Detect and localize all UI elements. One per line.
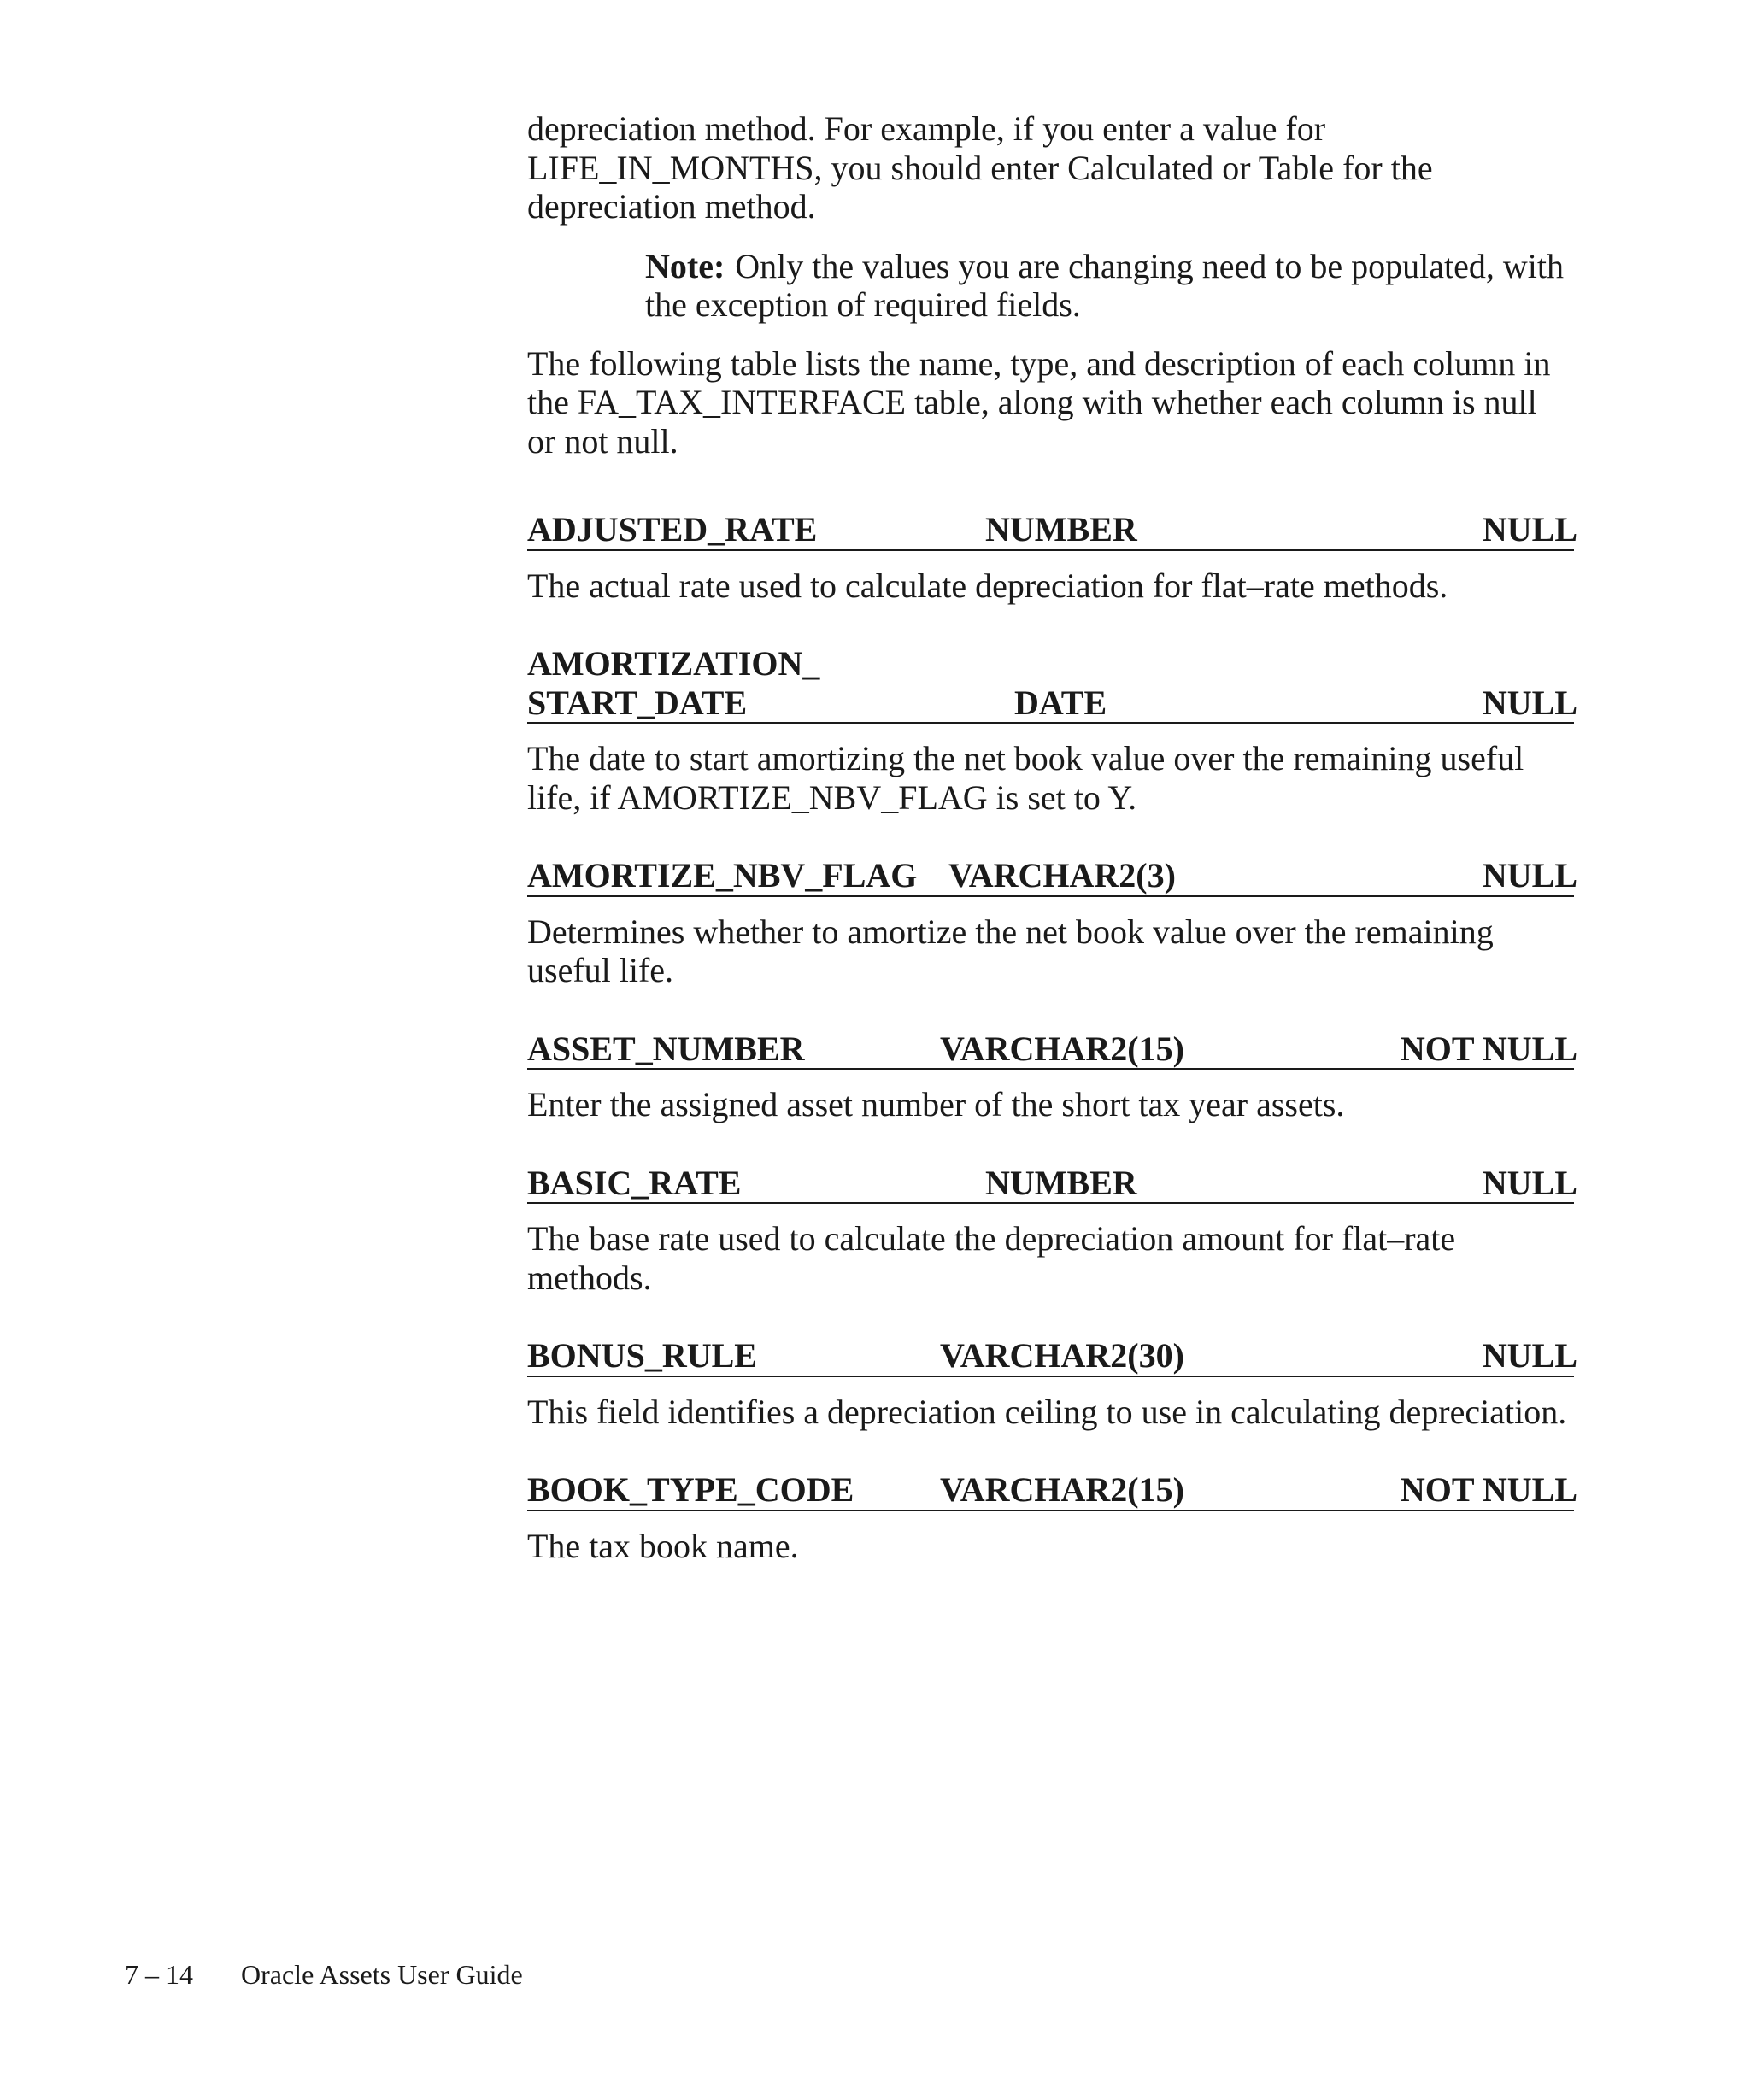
page-content xyxy=(527,109,1577,1604)
column-header xyxy=(527,856,1577,897)
column-nullability: NULL xyxy=(1482,683,1577,722)
column-entry xyxy=(527,1163,1577,1298)
column-type: VARCHAR2(15) xyxy=(940,1470,1184,1509)
column-entry xyxy=(527,510,1577,605)
page-number: 7 – 14 xyxy=(125,1959,193,1990)
column-header xyxy=(527,644,1577,724)
column-description: The base rate used to calculate the depreciation amount for flat–rate methods. xyxy=(527,1219,1456,1297)
column-name: BOOK_TYPE_CODE xyxy=(527,1470,854,1509)
column-entry xyxy=(527,856,1577,990)
column-type: NUMBER xyxy=(985,1163,1137,1202)
column-type: VARCHAR2(30) xyxy=(940,1336,1184,1375)
column-entry xyxy=(527,1336,1577,1431)
column-header xyxy=(527,510,1577,551)
column-name: AMORTIZATION_ START_DATE xyxy=(527,644,820,722)
column-header xyxy=(527,1029,1577,1071)
column-name: BONUS_RULE xyxy=(527,1336,757,1375)
column-nullability: NULL xyxy=(1482,1163,1577,1202)
column-type: NUMBER xyxy=(985,510,1137,548)
column-entry xyxy=(527,644,1577,817)
column-type: DATE xyxy=(1014,683,1107,722)
note-text: Only the values you are changing need to be populated, with the exception of required fields. xyxy=(645,246,1565,324)
column-header xyxy=(527,1336,1577,1377)
column-description: The tax book name. xyxy=(527,1526,799,1565)
column-description: This field identifies a depreciation ceiling to use in calculating depreciation. xyxy=(527,1392,1567,1431)
column-nullability: NOT NULL xyxy=(1400,1029,1577,1068)
column-nullability: NOT NULL xyxy=(1400,1470,1577,1509)
note-label: Note: xyxy=(645,246,725,285)
column-nullability: NULL xyxy=(1482,856,1577,895)
book-title: Oracle Assets User Guide xyxy=(241,1959,523,1990)
column-nullability: NULL xyxy=(1482,510,1577,548)
column-name: BASIC_RATE xyxy=(527,1163,742,1202)
column-description: The date to start amortizing the net book value over the remaining useful life, if AMORTIZE_NBV_FLAG is set to Y. xyxy=(527,739,1524,817)
column-name: ADJUSTED_RATE xyxy=(527,510,818,548)
column-type: VARCHAR2(15) xyxy=(940,1029,1184,1068)
column-nullability: NULL xyxy=(1482,1336,1577,1375)
column-description: Enter the assigned asset number of the short tax year assets. xyxy=(527,1085,1345,1123)
column-header xyxy=(527,1163,1577,1205)
intro-paragraph: depreciation method. For example, if you enter a value for LIFE_IN_MONTHS, you should enter Calculated or Table for the depreciation method. xyxy=(527,109,1433,226)
column-description: Determines whether to amortize the net book value over the remaining useful life. xyxy=(527,912,1494,989)
column-entry xyxy=(527,1029,1577,1124)
column-description: The actual rate used to calculate depreciation for flat–rate methods. xyxy=(527,566,1448,605)
column-header xyxy=(527,1470,1577,1511)
column-entry xyxy=(527,1470,1577,1565)
column-name: ASSET_NUMBER xyxy=(527,1029,805,1068)
column-type: VARCHAR2(3) xyxy=(948,856,1176,895)
table-intro-paragraph: The following table lists the name, type, and description of each column in the FA_TAX_INTERFACE table, along with whether each column is null or not null. xyxy=(527,343,1551,460)
note-block xyxy=(645,247,1574,325)
column-name: AMORTIZE_NBV_FLAG xyxy=(527,856,918,895)
page-footer xyxy=(125,1959,523,1990)
